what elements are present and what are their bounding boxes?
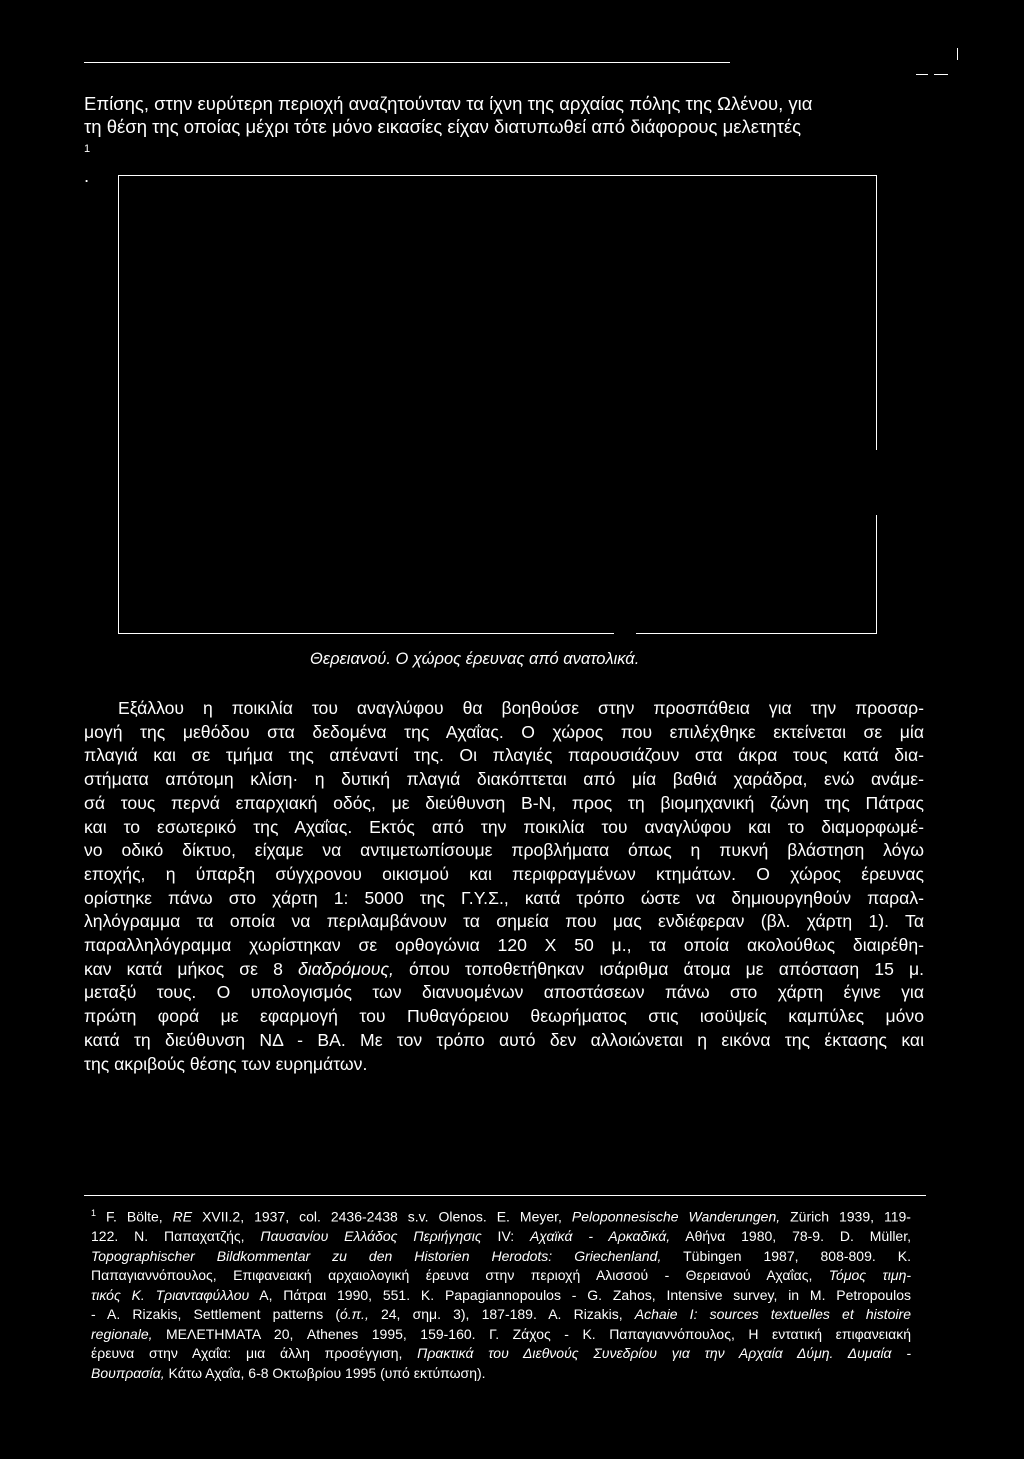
footnote-rule xyxy=(84,1195,926,1196)
text-fragment: διαδρόμους, xyxy=(298,958,394,979)
text-fragment: ό.π., xyxy=(340,1306,369,1323)
text-line: Εξάλλου η ποικιλία του αναγλύφου θα βοηθούσε στην προσπάθεια για την προσαρ- xyxy=(118,698,924,718)
figure-caption: Θερειανού. Ο χώρος έρευνας από ανατολικά. xyxy=(310,650,640,668)
text-fragment: τικός Κ. Τριανταφύλλου xyxy=(91,1286,250,1303)
figure-border xyxy=(118,633,614,634)
text-fragment: 122. N. Παπαχατζής, xyxy=(91,1228,261,1245)
intro-paragraph xyxy=(84,92,924,187)
footnote-marker: 1 xyxy=(91,1208,97,1218)
text-fragment: καν κατά μήκος σε 8 xyxy=(84,958,298,979)
text-fragment: Topographischer Bildkommentar zu den Historien Herodots: Griechenland, xyxy=(91,1247,662,1264)
corner-mark xyxy=(934,74,948,75)
text-line: μεταξύ τους. Ο υπολογισμός των διανυομένων αποστάσεων πάνω στο χάρτη έγινε για xyxy=(84,982,924,1003)
top-rule xyxy=(84,62,730,63)
text-fragment: Tübingen 1987, 808-809. K. xyxy=(661,1247,911,1264)
footnote-line xyxy=(91,1286,911,1306)
footnote-line xyxy=(91,1305,911,1325)
text-fragment: XVII.2, 1937, col. 2436-2438 s.v. Olenos. E. Meyer, xyxy=(192,1208,572,1225)
text-fragment: Zürich 1939, 119- xyxy=(780,1208,911,1225)
text-fragment: έρευνα στην Αχαΐα: μια άλλη προσέγγιση, xyxy=(91,1345,418,1362)
text-line: μογή της μεθόδου στα δεδομένα της Αχαΐας. Ο χώρος που επιλέχθηκε εκτείνεται σε μία xyxy=(84,721,924,742)
text-fragment: RE xyxy=(172,1208,193,1225)
text-fragment: Παυσανίου Ελλάδος Περιήγησις xyxy=(260,1228,482,1245)
text-line xyxy=(84,958,924,982)
text-fragment: - A. Rizakis, Settlement patterns ( xyxy=(91,1306,340,1323)
text-line: της ακριβούς θέσης των ευρημάτων. xyxy=(84,1053,368,1074)
text-fragment: Πρακτικά του Διεθνούς Συνεδρίου για την Αρχαία Δύμη. Δυμαία - xyxy=(417,1345,911,1362)
text-fragment: Αχαϊκά - Αρκαδικά, xyxy=(530,1228,671,1245)
text-line: σά τους περνά επαρχιακή οδός, με διεύθυνση Β-Ν, προς τη βιομηχανική ζώνη της Πάτρας xyxy=(84,792,924,813)
text-fragment: F. Bölte, xyxy=(96,1208,173,1225)
text-line: παραλληλόγραμμα χωρίστηκαν σε ορθογώνια 120 Χ 50 μ., τα οποία ακολούθως διαιρέθη- xyxy=(84,935,924,956)
footnote-line xyxy=(91,1325,911,1345)
figure-photo xyxy=(118,175,877,634)
footnote-line xyxy=(91,1227,911,1247)
text-fragment: όπου τοποθετήθηκαν ισάριθμα άτομα με απόσταση 15 μ. xyxy=(393,958,924,979)
text-line: πλαγιά και σε τμήμα της απέναντί της. Οι πλαγιές παρουσιάζουν στα άκρα τους κατά δια- xyxy=(84,745,924,766)
body-paragraph xyxy=(84,697,924,1076)
footnote-ref: 1 xyxy=(84,143,91,155)
corner-mark xyxy=(916,74,928,75)
text-fragment: Παπαγιαννόπουλος, Επιφανειακή αρχαιολογική έρευνα στην περιοχή Αλισσού - Θερειανού Αχαΐας, xyxy=(91,1267,829,1284)
text-fragment: IV: xyxy=(481,1228,531,1245)
text-fragment: Αθήνα 1980, 78-9. D. Müller, xyxy=(670,1228,911,1245)
footnote xyxy=(91,1204,911,1383)
text-fragment: Peloponnesische Wanderungen, xyxy=(571,1208,781,1225)
text-line: εποχής, η ύπαρξη σύγχρονου οικισμού και περιφραγμένων κτημάτων. Ο χώρος έρευνας xyxy=(84,863,924,884)
text-line: και το εσωτερικό της Αχαΐας. Εκτός από την ποικιλία του αναγλύφου και το διαμορφωμέ- xyxy=(84,816,924,837)
figure-border xyxy=(636,633,877,634)
footnote-line xyxy=(91,1364,911,1384)
text-fragment: Achaie I: sources textuelles et histoire xyxy=(634,1306,911,1323)
footnote-line xyxy=(91,1247,911,1267)
text-fragment: . xyxy=(84,165,90,187)
text-line: Επίσης, στην ευρύτερη περιοχή αναζητούνταν τα ίχνη της αρχαίας πόλης της Ωλένου, για xyxy=(84,93,813,114)
text-fragment: Βουπρασία, xyxy=(91,1364,165,1381)
text-fragment: Α, Πάτραι 1990, 551. K. Papagiannopoulos - G. Zahos, Intensive survey, in M. Petropoulos xyxy=(249,1286,911,1303)
text-fragment: τη θέση της οποίας μέχρι τότε μόνο εικασίες είχαν διατυπωθεί από διάφορους μελετητές xyxy=(84,116,802,137)
text-fragment: Κάτω Αχαΐα, 6-8 Οκτωβρίου 1995 (υπό εκτύπωση). xyxy=(164,1364,486,1381)
text-fragment: ΜΕΛΕΤΗΜΑΤΑ 20, Athenes 1995, 159-160. Γ. Ζάχος - Κ. Παπαγιαννόπουλος, Η εντατική επιφανειακή xyxy=(152,1325,911,1342)
corner-mark xyxy=(957,48,958,60)
footnote-line xyxy=(91,1344,911,1364)
text-fragment: 24, σημ. 3), 187-189. A. Rizakis, xyxy=(368,1306,635,1323)
text-line: ορίστηκε πάνω στο χάρτη 1: 5000 της Γ.Υ.Σ., κατά τρόπο ώστε να δημιουργηθούν παραλ- xyxy=(84,887,924,908)
figure-border xyxy=(876,515,877,633)
text-fragment: Τόμος τιμη- xyxy=(828,1267,912,1284)
text-fragment: regionale, xyxy=(91,1325,153,1342)
footnote-line xyxy=(91,1266,911,1286)
footnote-line xyxy=(91,1204,911,1227)
text-line: κατά τη διεύθυνση ΝΔ - ΒΑ. Με τον τρόπο αυτό δεν αλλοιώνεται η εικόνα της έκτασης και xyxy=(84,1029,924,1050)
text-line: ληλόγραμμα τα οποία να περιλαμβάνουν τα σημεία που μας ενδιέφεραν (βλ. χάρτη 1). Τα xyxy=(84,911,924,932)
text-line: στήματα απότομη κλίση· η δυτική πλαγιά διακόπτεται από μία βαθιά χαράδρα, ενώ ανάμε- xyxy=(84,769,924,790)
text-line: νο οδικό δίκτυο, είχαμε να αντιμετωπίσουμε προβλήματα όπως η πυκνή βλάστηση λόγω xyxy=(84,840,924,861)
figure-border xyxy=(876,175,877,450)
text-line: πρώτη φορά με εφαρμογή του Πυθαγόρειου θεωρήματος στις ισοϋψείς καμπύλες μόνο xyxy=(84,1006,924,1027)
